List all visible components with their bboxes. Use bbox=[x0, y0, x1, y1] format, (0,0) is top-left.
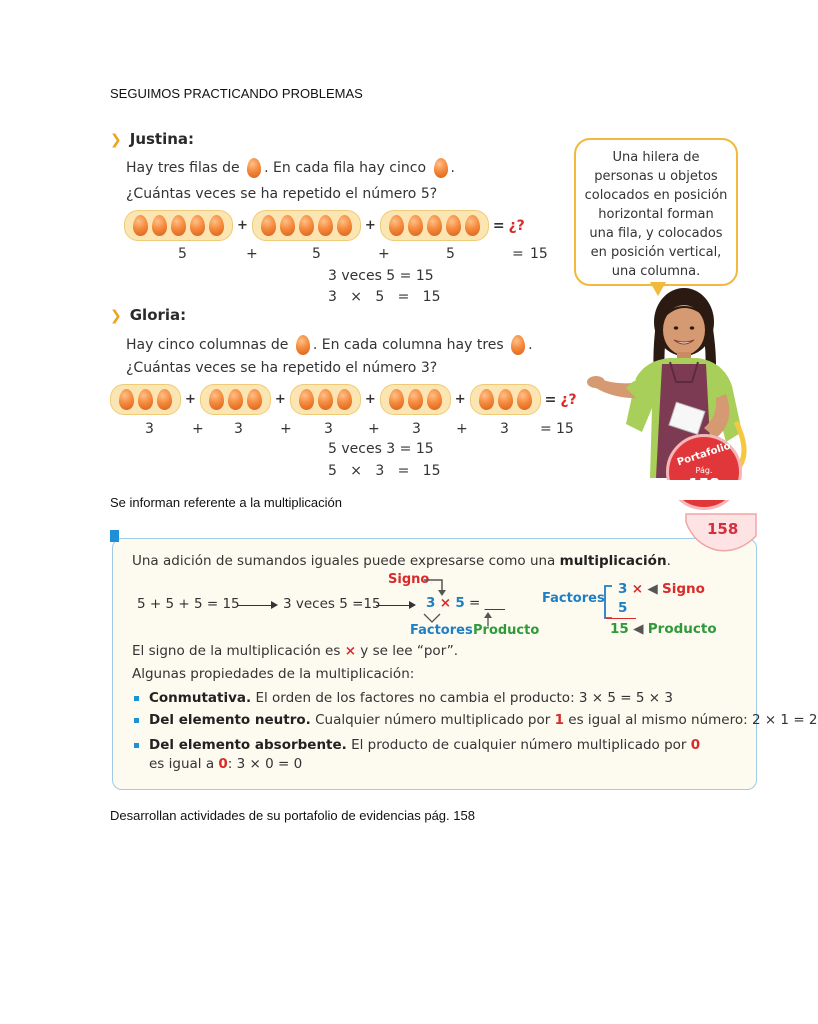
eq-sum: 5 + 5 + 5 = 15 bbox=[137, 596, 240, 612]
gloria-product-text: 5 × 3 = 15 bbox=[328, 463, 441, 479]
page-heading: SEGUIMOS PRACTICANDO PROBLEMAS bbox=[110, 86, 363, 101]
problem-justina-title bbox=[110, 130, 194, 148]
sum-result: 15 bbox=[556, 421, 574, 437]
egg-group bbox=[200, 384, 271, 415]
vertical-producto-label: Producto bbox=[647, 621, 717, 637]
chevron-right-icon: ❯ bbox=[110, 132, 122, 148]
egg-group bbox=[470, 384, 541, 415]
bracket-icon bbox=[602, 584, 614, 620]
property-neutro bbox=[134, 712, 818, 728]
equals-sign: = bbox=[544, 391, 557, 408]
property-absorbente-line2 bbox=[149, 756, 302, 772]
eq-multiplication bbox=[426, 595, 505, 611]
intro-end: . bbox=[666, 553, 671, 569]
justina-times-text: 3 veces 5 = 15 bbox=[328, 268, 434, 284]
factores-label: Factores bbox=[410, 623, 473, 638]
prop3-line2-a: es igual a bbox=[149, 756, 219, 772]
activity-line: Desarrollan actividades de su portafolio de evidencias pág. 158 bbox=[110, 808, 475, 823]
sum-term: 3 bbox=[234, 421, 243, 437]
plus-sign: + bbox=[454, 392, 466, 407]
egg-icon bbox=[296, 335, 310, 355]
plus-sign: + bbox=[237, 218, 248, 233]
bubble-line: horizontal forman bbox=[598, 207, 714, 222]
factor-a: 3 bbox=[426, 595, 436, 611]
egg-icon bbox=[152, 215, 167, 236]
signo-text-b: y se lee “por”. bbox=[356, 643, 459, 659]
egg-icon bbox=[337, 389, 352, 410]
arrow-right-icon bbox=[376, 605, 414, 606]
justina-line1-c: . bbox=[450, 160, 455, 176]
page-number: 158 bbox=[707, 520, 739, 538]
egg-icon bbox=[209, 215, 224, 236]
egg-icon bbox=[408, 215, 423, 236]
justina-line1-b: . En cada fila hay cinco bbox=[264, 160, 427, 176]
bullet-icon bbox=[134, 718, 139, 723]
egg-icon bbox=[427, 389, 442, 410]
prop2-text-a: Cualquier número multiplicado por bbox=[310, 712, 555, 728]
result-line bbox=[606, 618, 636, 619]
speech-bubble bbox=[574, 138, 738, 286]
egg-icon bbox=[133, 215, 148, 236]
infobox-intro bbox=[132, 553, 671, 569]
question-mark: ¿? bbox=[560, 391, 577, 408]
gloria-question: ¿Cuántas veces se ha repetido el número 3? bbox=[126, 360, 438, 376]
vertical-result: 15 bbox=[610, 621, 629, 637]
chevron-right-icon: ❯ bbox=[110, 308, 122, 324]
intro-keyword: multiplicación bbox=[559, 553, 667, 569]
egg-icon bbox=[318, 215, 333, 236]
egg-icon bbox=[138, 389, 153, 410]
info-box-marker bbox=[110, 530, 119, 542]
sum-term: 3 bbox=[145, 421, 154, 437]
gloria-egg-rows bbox=[110, 384, 577, 415]
egg-icon bbox=[517, 389, 532, 410]
property-conmutativa bbox=[134, 690, 673, 706]
gloria-line1-c: . bbox=[528, 337, 533, 353]
gloria-line1-a: Hay cinco columnas de bbox=[126, 337, 289, 353]
gloria-line1-b: . En cada columna hay tres bbox=[312, 337, 504, 353]
vertical-signo-label: Signo bbox=[662, 581, 705, 597]
egg-icon bbox=[119, 389, 134, 410]
egg-icon bbox=[209, 389, 224, 410]
sum-plus: + bbox=[378, 246, 390, 262]
egg-icon bbox=[427, 215, 442, 236]
egg-icon bbox=[389, 389, 404, 410]
justina-name: Justina: bbox=[129, 130, 195, 148]
egg-group bbox=[380, 210, 489, 241]
egg-icon bbox=[446, 215, 461, 236]
egg-icon bbox=[408, 389, 423, 410]
bubble-line: personas u objetos bbox=[594, 169, 718, 184]
plus-sign: + bbox=[364, 218, 376, 233]
intro-text: Una adición de sumandos iguales puede expresarse como una bbox=[132, 553, 560, 569]
egg-icon bbox=[157, 389, 172, 410]
plus-sign: + bbox=[274, 392, 286, 407]
portfolio-page-label: Pág. bbox=[695, 466, 713, 475]
arrow-left-icon: ◀ bbox=[633, 621, 644, 637]
arrow-left-icon: ◀ bbox=[647, 581, 658, 597]
property-absorbente bbox=[134, 737, 700, 753]
egg-icon bbox=[261, 215, 276, 236]
times-sign: × bbox=[439, 595, 452, 611]
bubble-line: una columna. bbox=[611, 264, 701, 279]
egg-icon bbox=[280, 215, 295, 236]
bubble-line: en posición vertical, bbox=[590, 245, 722, 260]
sum-term: 5 bbox=[178, 246, 187, 262]
bullet-icon bbox=[134, 696, 139, 701]
signo-explanation bbox=[132, 643, 458, 659]
prop2-name: Del elemento neutro. bbox=[149, 712, 311, 728]
egg-icon bbox=[479, 389, 494, 410]
egg-icon bbox=[299, 389, 314, 410]
vertical-factor-bottom-value: 5 bbox=[618, 600, 628, 616]
sum-result: 15 bbox=[530, 246, 548, 262]
prop2-one: 1 bbox=[554, 712, 564, 728]
image-crop-edge bbox=[560, 480, 768, 500]
info-line: Se informan referente a la multiplicación bbox=[110, 495, 342, 510]
sum-term: 3 bbox=[324, 421, 333, 437]
vertical-factor-top: 3 bbox=[618, 581, 628, 597]
prop2-text-b: es igual al mismo número: 2 × 1 = 2 bbox=[563, 712, 818, 728]
gloria-name: Gloria: bbox=[129, 306, 187, 324]
prop1-text: El orden de los factores no cambia el producto: 3 × 5 = 5 × 3 bbox=[251, 690, 673, 706]
sum-term: 5 bbox=[446, 246, 455, 262]
signo-text-a: El signo de la multiplicación es bbox=[132, 643, 345, 659]
egg-icon bbox=[498, 389, 513, 410]
justina-product-text: 3 × 5 = 15 bbox=[328, 289, 441, 305]
sum-plus: + bbox=[192, 421, 204, 437]
sum-equals: = bbox=[512, 246, 524, 262]
problem-gloria-title bbox=[110, 306, 186, 324]
sum-term: 3 bbox=[500, 421, 509, 437]
egg-icon bbox=[299, 215, 314, 236]
egg-group bbox=[124, 210, 233, 241]
egg-icon bbox=[190, 215, 205, 236]
producto-label: Producto bbox=[473, 623, 540, 638]
bubble-line: colocados en posición bbox=[584, 188, 728, 203]
justina-statement bbox=[126, 158, 455, 178]
bubble-line: una fila, y colocados bbox=[589, 226, 723, 241]
arrow-right-icon bbox=[238, 605, 276, 606]
signo-text-x: × bbox=[344, 643, 357, 659]
prop3-text-a: El producto de cualquier número multiplicado por bbox=[346, 737, 691, 753]
egg-icon bbox=[511, 335, 525, 355]
sum-plus: + bbox=[246, 246, 258, 262]
justina-question: ¿Cuántas veces se ha repetido el número 5? bbox=[126, 186, 438, 202]
sum-plus: + bbox=[456, 421, 468, 437]
eq-blank: = ___ bbox=[469, 595, 505, 611]
sum-plus: + bbox=[368, 421, 380, 437]
egg-icon bbox=[318, 389, 333, 410]
signo-label: Signo bbox=[388, 572, 430, 587]
vertical-factor-bottom bbox=[618, 600, 627, 616]
egg-group bbox=[380, 384, 451, 415]
sum-term: 3 bbox=[412, 421, 421, 437]
plus-sign: + bbox=[364, 392, 376, 407]
prop3-name: Del elemento absorbente. bbox=[149, 737, 347, 753]
portfolio-label: Portafolio bbox=[675, 440, 733, 469]
vertical-factores-label: Factores bbox=[542, 591, 605, 606]
question-mark: ¿? bbox=[508, 217, 525, 234]
eq-veces: 3 veces 5 =15 bbox=[283, 596, 381, 612]
equals-sign: = bbox=[492, 217, 505, 234]
egg-icon bbox=[465, 215, 480, 236]
vertical-result-row bbox=[610, 621, 717, 637]
egg-icon bbox=[337, 215, 352, 236]
factor-b: 5 bbox=[455, 595, 465, 611]
justina-line1-a: Hay tres filas de bbox=[126, 160, 240, 176]
egg-icon bbox=[389, 215, 404, 236]
bullet-icon bbox=[134, 743, 139, 748]
egg-group bbox=[252, 210, 361, 241]
egg-icon bbox=[171, 215, 186, 236]
egg-icon bbox=[247, 389, 262, 410]
properties-title: Algunas propiedades de la multiplicación: bbox=[132, 666, 415, 682]
prop3-line2-zero: 0 bbox=[218, 756, 228, 772]
vertical-times-sign: × bbox=[631, 581, 644, 597]
egg-icon bbox=[434, 158, 448, 178]
gloria-statement bbox=[126, 335, 533, 355]
egg-icon bbox=[228, 389, 243, 410]
egg-group bbox=[110, 384, 181, 415]
plus-sign: + bbox=[185, 392, 196, 407]
bubble-line: Una hilera de bbox=[612, 150, 700, 165]
egg-group bbox=[290, 384, 361, 415]
vertical-top-row bbox=[618, 581, 705, 597]
sum-equals: = bbox=[540, 421, 552, 437]
prop3-zero: 0 bbox=[690, 737, 701, 753]
prop1-name: Conmutativa. bbox=[149, 690, 252, 706]
gloria-times-text: 5 veces 3 = 15 bbox=[328, 441, 434, 457]
justina-egg-rows bbox=[124, 210, 525, 241]
egg-icon bbox=[247, 158, 261, 178]
sum-term: 5 bbox=[312, 246, 321, 262]
sum-plus: + bbox=[280, 421, 292, 437]
prop3-line2-b: : 3 × 0 = 0 bbox=[227, 756, 303, 772]
